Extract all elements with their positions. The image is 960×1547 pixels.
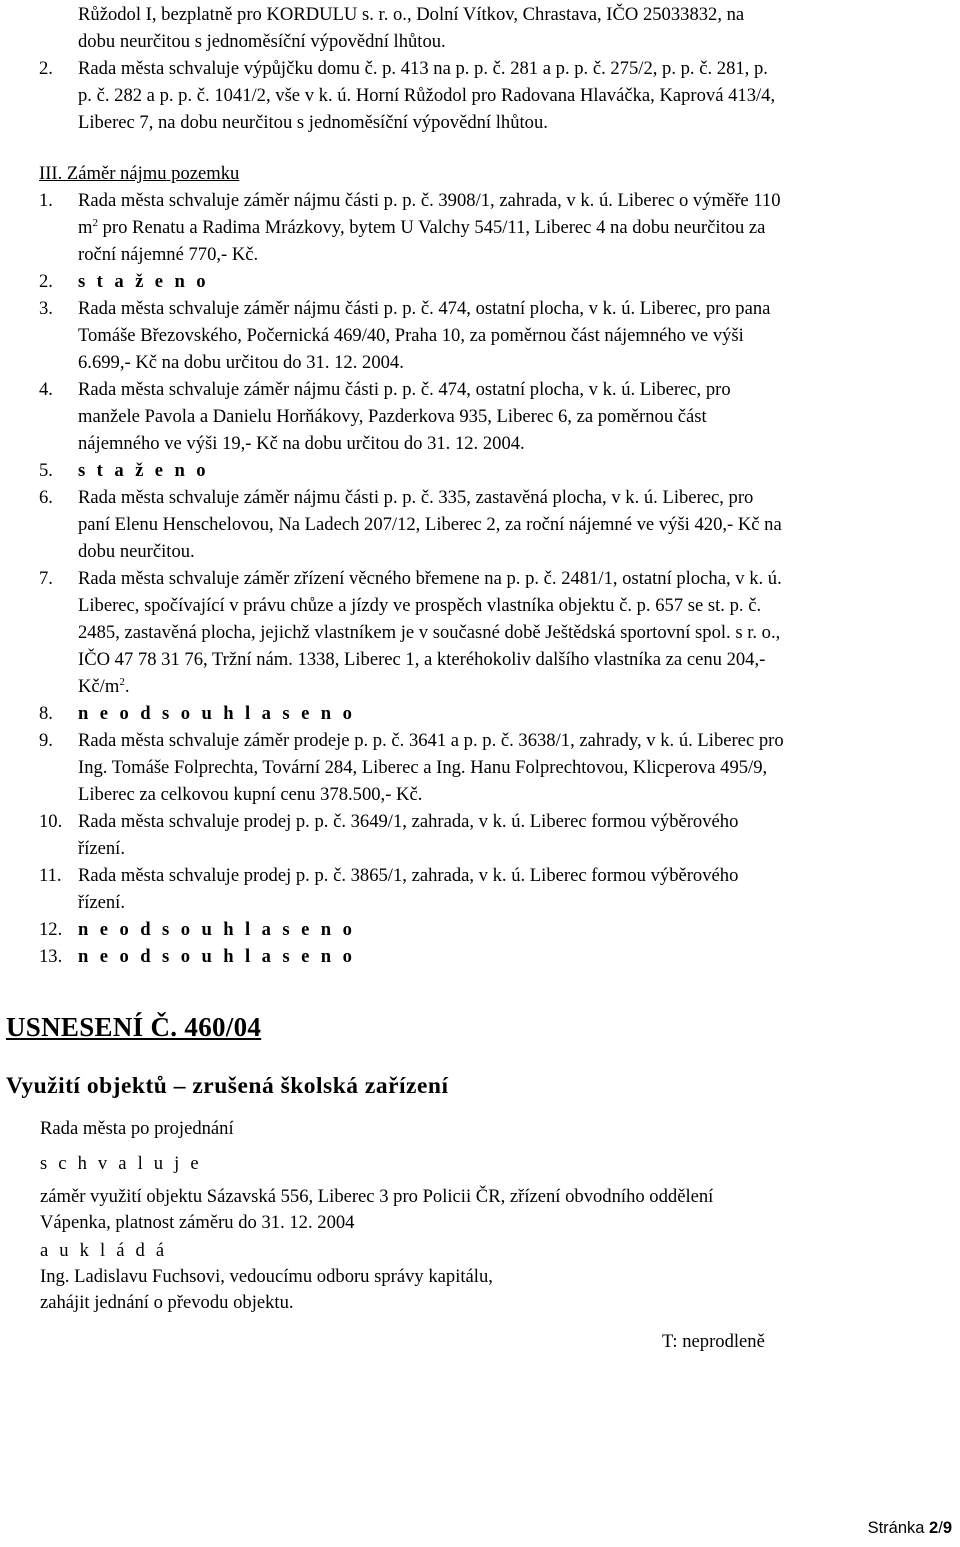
approves-line: záměr využití objektu Sázavská 556, Liberec 3 pro Policii ČR, zřízení obvodního oddělení [40,1186,714,1207]
intro-line-1: Růžodol I, bezplatně pro KORDULU s. r. o., Dolní Vítkov, Chrastava, IČO 25033832, na [78,4,745,25]
item-line: Liberec za celkovou kupní cenu 378.500,- Kč. [78,784,423,805]
page-footer: Stránka 2/9 [867,1519,952,1537]
superscript: 2 [92,217,98,229]
item-line: Rada města schvaluje záměr prodeje p. p. č. 3641 a p. p. č. 3638/1, zahrady, v k. ú. Liberec pro [78,730,784,751]
item-number: 2. [39,58,53,79]
status-rejected: n e o d s o u h l a s e n o [78,703,356,724]
item-line: Liberec, spočívající v právu chůze a jízdy ve prospěch vlastníka objektu č. p. 657 se st. p. č. [78,595,762,616]
item-number: 10. [39,811,63,832]
item-line: IČO 47 78 31 76, Tržní nám. 1338, Liberec 1, a kteréhokoliv dalšího vlastníka za cenu 204,- [78,649,766,670]
page-number: 2 [929,1519,939,1537]
approves-keyword: s c h v a l u j e [40,1153,202,1174]
resolution-title: USNESENÍ Č. 460/04 [6,1012,262,1042]
resolution-subtitle: Využití objektů – zrušená školská zařízení [6,1073,449,1099]
page-total: 9 [942,1519,952,1537]
item-line: roční nájemné 770,- Kč. [78,244,259,265]
item-line: manžele Pavola a Danielu Horňákovy, Pazderkova 935, Liberec 6, za poměrnou část [78,406,707,427]
item-line: řízení. [78,892,125,913]
orders-keyword: a u k l á d á [40,1240,168,1261]
status-rejected: n e o d s o u h l a s e n o [78,919,356,940]
orders-line: Ing. Ladislavu Fuchsovi, vedoucímu odboru správy kapitálu, [40,1266,493,1287]
item-line: p. č. 282 a p. p. č. 1041/2, vše v k. ú. Horní Růžodol pro Radovana Hlaváčka, Kaprová 413/4, [78,85,776,106]
item-number: 6. [39,487,53,508]
item-number: 4. [39,379,53,400]
item-number: 1. [39,190,53,211]
item-line: $m^2$ pro Renatu a Radima Mrázkovy, bytem U Valchy 545/11, Liberec 4 na dobu neurčitou za [78,217,766,238]
item-line: Ing. Tomáše Folprechta, Tovární 284, Liberec a Ing. Hanu Folprechtovou, Klicperova 495/9, [78,757,768,778]
item-number: 11. [39,865,62,886]
item-line: Liberec 7, na dobu neurčitou s jednoměsíční výpovědní lhůtou. [78,112,548,133]
status-withdrawn: s t a ž e n o [78,271,209,292]
approves-line: Vápenka, platnost záměru do 31. 12. 2004 [40,1212,355,1233]
intro-line-2: dobu neurčitou s jednoměsíční výpovědní lhůtou. [78,31,446,52]
item-line: Rada města schvaluje záměr nájmu části p. p. č. 335, zastavěná plocha, v k. ú. Liberec, pro [78,487,754,508]
status-rejected: n e o d s o u h l a s e n o [78,946,356,967]
item-line: řízení. [78,838,125,859]
item-line: Rada města schvaluje záměr nájmu části p. p. č. 474, ostatní plocha, v k. ú. Liberec, pro [78,379,731,400]
after-discussion: Rada města po projednání [40,1118,234,1139]
superscript: 2 [119,676,125,688]
item-number: 13. [39,946,63,967]
item-number: 12. [39,919,63,940]
item-number: 5. [39,460,53,481]
item-line: Rada města schvaluje záměr nájmu části p. p. č. 474, ostatní plocha, v k. ú. Liberec, pro pana [78,298,771,319]
item-line: 2485, zastavěná plocha, jejichž vlastníkem je v současné době Ještědská sportovní spol. s r. o., [78,622,781,643]
item-number: 3. [39,298,53,319]
item-number: 7. [39,568,53,589]
deadline: T: neprodleně [662,1331,765,1352]
item-line: nájemného ve výši 19,- Kč na dobu určitou do 31. 12. 2004. [78,433,525,454]
item-line: Rada města schvaluje prodej p. p. č. 3649/1, zahrada, v k. ú. Liberec formou výběrového [78,811,739,832]
item-line: dobu neurčitou. [78,541,195,562]
item-number: 8. [39,703,53,724]
section-heading: III. Záměr nájmu pozemku [39,163,240,184]
item-line: Tomáše Březovského, Počernická 469/40, Praha 10, za poměrnou část nájemného ve výši [78,325,744,346]
item-line: 6.699,- Kč na dobu určitou do 31. 12. 2004. [78,352,404,373]
orders-line: zahájit jednání o převodu objektu. [40,1292,294,1313]
item-line: $Kč/m^2$. [78,676,130,697]
item-line: Rada města schvaluje záměr zřízení věcného břemene na p. p. č. 2481/1, ostatní plocha, v k. ú. [78,568,782,589]
item-line: Rada města schvaluje prodej p. p. č. 3865/1, zahrada, v k. ú. Liberec formou výběrového [78,865,739,886]
item-number: 9. [39,730,53,751]
item-line: Rada města schvaluje záměr nájmu části p. p. č. 3908/1, zahrada, v k. ú. Liberec o výměře 110 [78,190,781,211]
item-line: Rada města schvaluje výpůjčku domu č. p. 413 na p. p. č. 281 a p. p. č. 275/2, p. p. č. 281, p. [78,58,768,79]
item-number: 2. [39,271,53,292]
status-withdrawn: s t a ž e n o [78,460,209,481]
item-line: paní Elenu Henschelovou, Na Ladech 207/12, Liberec 2, za roční nájemné ve výši 420,- Kč na [78,514,782,535]
